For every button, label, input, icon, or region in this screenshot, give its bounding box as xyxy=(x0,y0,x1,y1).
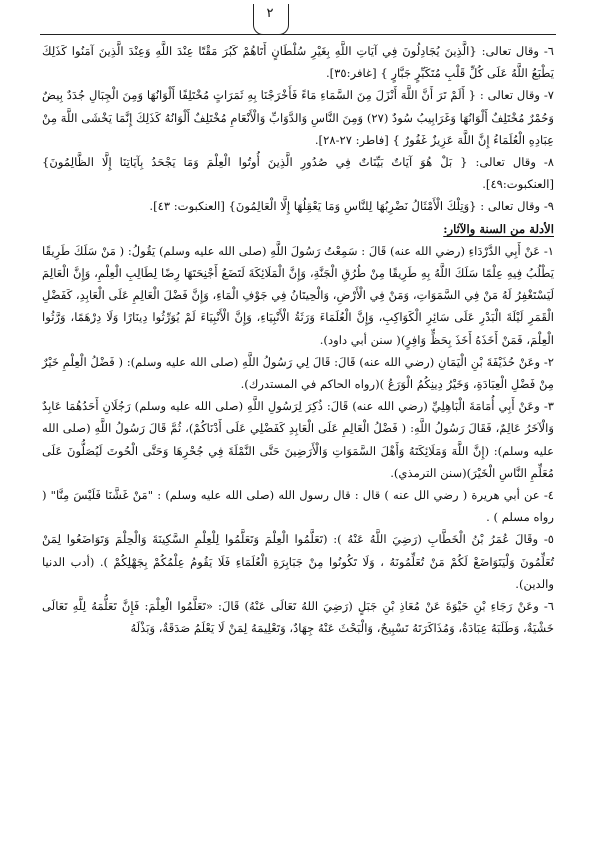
paragraph-verse-8: ٨- وقال تعالى: { بَلْ هُوَ آيَاتٌ بَيِّنَاتٌ فِي صُدُورِ الَّذِينَ أُوتُوا الْعِلْمَ وَمَا يَجْحَدُ بِآيَاتِنَا إِلَّا الظَّالِمُونَ} [العنكبوت:٤٩]. xyxy=(42,155,554,192)
section-heading-text: الأدلة من السنة والآثار: xyxy=(443,221,554,236)
paragraph-verse-7: ٧- وقال تعالى : { أَلَمْ تَرَ أَنَّ اللَّهَ أَنْزَلَ مِنَ السَّمَاءِ مَاءً فَأَخْرَجْنَا بِهِ ثَمَرَاتٍ مُخْتَلِفًا أَلْوَانُهَا وَمِنَ الْجِبَالِ جُدَدٌ بِيضٌ وَحُمْرٌ مُخْتَلِفٌ أَلْوَانُهَا وَغَرَابِيبُ سُودٌ (٢٧) وَمِنَ النَّاسِ وَالدَّوَابِّ وَالْأَنْعَامِ مُخْتَلِفٌ أَلْوَانُهُ كَذَلِكَ إِنَّمَا يَخْشَى اللَّهَ مِنْ عِبَادِهِ الْعُلَمَاءُ إِنَّ اللَّهَ عَزِيزٌ غَفُورٌ } [فاطر: ٢٧-٢٨]. xyxy=(42,88,554,147)
paragraph-verse-9: ٩- وقال تعالى : {وَتِلْكَ الْأَمْثَالُ نَضْرِبُهَا لِلنَّاسِ وَمَا يَعْقِلُهَا إِلَّا الْعَالِمُونَ} [العنكبوت: ٤٣]. xyxy=(149,199,554,214)
paragraph-athar-5: ٥- وقَالَ عُمَرُ بْنُ الْخَطَّابِ (رَضِيَ اللَّهُ عَنْهُ ): (تَعَلَّمُوا الْعِلْمَ وَتَعَلَّمُوا لِلْعِلْمِ السَّكِينَةَ وَالْحِلْمَ وَتَوَاضَعُوا لِمَنْ تُعَلِّمُونَ وَلْيَتَوَاضَعْ لَكُمْ مَنْ تُعَلِّمُونَهُ ، وَلَا تَكُونُوا مِنْ جَبَابِرَةِ الْعُلَمَاءِ فَلَا يَقُومُ عِلْمُكُمْ بِجَهْلِكُمْ ). (أدب الدنيا والدين). xyxy=(42,532,554,591)
header-rule xyxy=(40,34,556,35)
paragraph-hadith-1: ١- عَنْ أَبِي الدَّرْدَاءِ (رضي الله عنه) قَالَ : سَمِعْتُ رَسُولَ اللَّهِ (صلى الله عليه وسلم) يَقُولُ: ( مَنْ سَلَكَ طَرِيقًا يَطْلُبُ فِيهِ عِلْمًا سَلَكَ اللَّهُ بِهِ طَرِيقًا مِنْ طُرُقِ الْجَنَّةِ، وَإِنَّ الْمَلَائِكَةَ لَتَضَعُ أَجْنِحَتَهَا رِضًا لِطَالِبِ الْعِلْمِ، وَإِنَّ الْعَالِمَ لَيَسْتَغْفِرُ لَهُ مَنْ فِي السَّمَوَاتِ، وَمَنْ فِي الْأَرْضِ، وَالْحِيتَانُ فِي جَوْفِ الْمَاءِ، وَإِنَّ فَضْلَ الْعَالِمِ عَلَى الْعَابِدِ، كَفَضْلِ الْقَمَرِ لَيْلَةَ الْبَدْرِ عَلَى سَائِرِ الْكَوَاكِبِ، وَإِنَّ الْعُلَمَاءَ وَرَثَةُ الْأَنْبِيَاءِ، وَإِنَّ الْأَنْبِيَاءَ لَمْ يُوَرِّثُوا دِينَارًا وَلَا دِرْهَمًا، وَرَّثُوا الْعِلْمَ، فَمَنْ أَخَذَهُ أَخَذَ بِحَظٍّ وَافِرٍ)( سنن أبي داود). xyxy=(42,243,554,347)
page-number: ٢ xyxy=(266,6,274,21)
document-body xyxy=(42,40,554,639)
paragraph-athar-6: ٦- وعَنْ رَجَاءِ بْنِ حَيْوَةَ عَنْ مُعَاذِ بْنِ جَبَلٍ (رَضِيَ اللهُ تَعَالَى عَنْهُ) قَالَ: «تَعَلَّمُوا الْعِلْمَ: فَإِنَّ تَعَلُّمَهُ لِلَّهِ تَعَالَى خَشْيَةٌ، وَطَلَبَهُ عِبَادَةٌ، وَمُذَاكَرَتَهُ تَسْبِيحٌ، وَالْبَحْثَ عَنْهُ جِهَادٌ، وَتَعْلِيمَهُ لِمَنْ لَا يَعْلَمُ صَدَقَةٌ، وَبَذْلَهُ xyxy=(42,599,554,636)
paragraph-hadith-4: ٤- عن أبي هريرة ( رضي الل عنه ) قال : قال رسول الله (صلى الله عليه وسلم) : "مَنْ غَشَّنَا فَلَيْسَ مِنَّا" ( رواه مسلم ) . xyxy=(42,488,554,525)
paragraph-hadith-3: ٣- وعَنْ أَبِي أُمَامَةَ الْبَاهِلِيِّ (رضي الله عنه) قَالَ: ذُكِرَ لِرَسُولِ اللَّهِ (صلى الله عليه وسلم) رَجُلَانِ أَحَدُهُمَا عَابِدٌ وَالْآخَرُ عَالِمٌ، فَقَالَ رَسُولُ اللَّهِ: ( فَضْلُ الْعَالِمِ عَلَى الْعَابِدِ كَفَضْلِي عَلَى أَدْنَاكُمْ)، ثُمَّ قَالَ رَسُولُ اللَّهِ (صلى الله عليه وسلم): (إِنَّ اللَّهَ وَمَلَائِكَتَهُ وَأَهْلَ السَّمَوَاتِ وَالْأَرَضِينَ حَتَّى النَّمْلَةَ فِي جُحْرِهَا وَحَتَّى الْحُوتَ لَيُصَلُّونَ عَلَى مُعَلِّمِ النَّاسِ الْخَيْرَ)(سنن الترمذي). xyxy=(42,399,554,480)
paragraph-hadith-2: ٢- وعَنْ حُذَيْفَةَ بْنِ الْيَمَانِ (رضي الله عنه) قَالَ: قَالَ لِي رَسُولُ اللَّهِ (صلى الله عليه وسلم): ( فَضْلُ الْعِلْمِ خَيْرٌ مِنْ فَضْلِ الْعِبَادَةِ، وَخَيْرُ دِينِكُمُ الْوَرَعُ )(رواه الحاكم في المستدرك). xyxy=(42,354,554,392)
section-heading xyxy=(42,218,554,240)
paragraph-verse-6: ٦- وقال تعالى: {الَّذِينَ يُجَادِلُونَ فِي آيَاتِ اللَّهِ بِغَيْرِ سُلْطَانٍ أَتَاهُمْ كَبُرَ مَقْتًا عِنْدَ اللَّهِ وَعِنْدَ الَّذِينَ آمَنُوا كَذَلِكَ يَطْبَعُ اللَّهُ عَلَى كُلِّ قَلْبِ مُتَكَبِّرٍ جَبَّارٍ } [غافر:٣٥]. xyxy=(42,44,554,81)
